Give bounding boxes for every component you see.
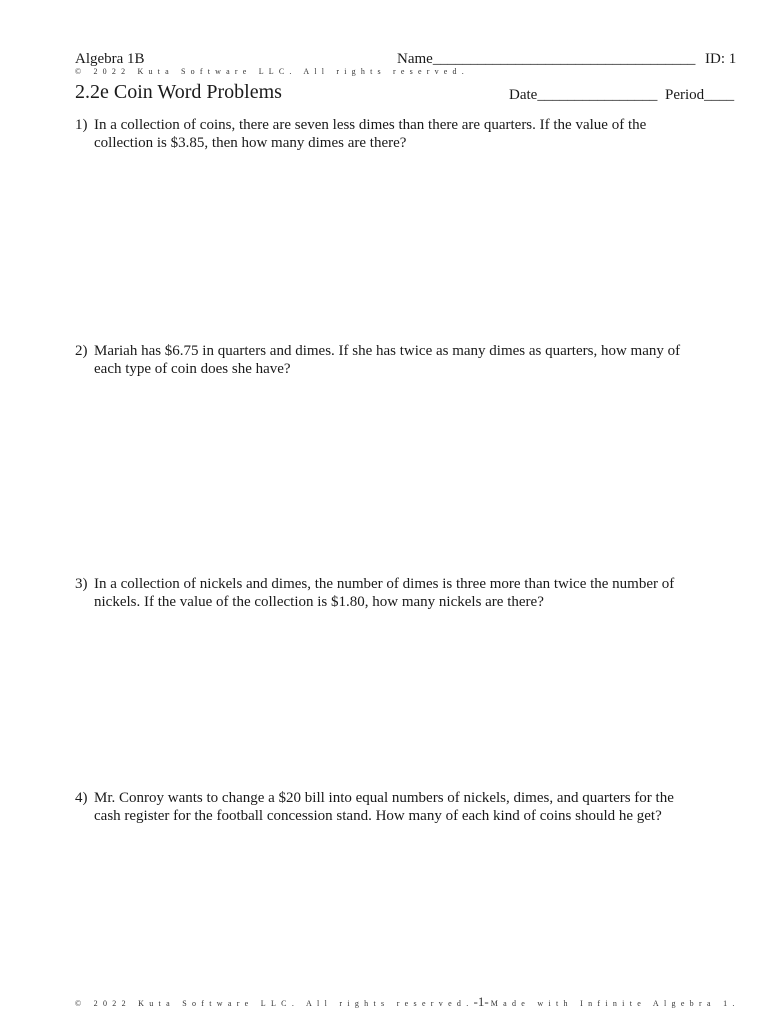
footer-made-with: Made with Infinite Algebra 1. <box>490 999 740 1008</box>
problem-text: Mariah has $6.75 in quarters and dimes. If she has twice as many dimes as quarters, how many of each type of coin does she have? <box>94 343 681 377</box>
name-field-label: Name___________________________________ <box>397 51 696 67</box>
problem-text: In a collection of nickels and dimes, the number of dimes is three more than twice the number of nickels. If the value of the collection is $1.80, how many nickels are there? <box>94 576 675 610</box>
problem-text: In a collection of coins, there are seven less dimes than there are quarters. If the value of the collection is $3.85, then how many dimes are there? <box>94 117 647 151</box>
problem-1 <box>75 116 695 152</box>
problem-number: 1) <box>75 117 88 133</box>
page-number: -1- <box>473 994 489 1009</box>
problem-3 <box>75 575 695 611</box>
problem-text: Mr. Conroy wants to change a $20 bill into equal numbers of nickels, dimes, and quarters for the cash register for the football concession stand. How many of each kind of coins should he get? <box>94 790 674 824</box>
footer-copyright: © 2022 Kuta Software LLC. All rights reserved. <box>75 999 474 1008</box>
problem-number: 2) <box>75 343 88 359</box>
problem-4 <box>75 789 695 825</box>
id-label: ID: 1 <box>705 51 737 67</box>
copyright-notice-top: © 2022 Kuta Software LLC. All rights reserved. <box>75 67 469 76</box>
period-field-label: Period____ <box>665 87 735 103</box>
date-field-label: Date________________ <box>509 87 658 103</box>
problem-number: 4) <box>75 790 88 806</box>
page-footer <box>75 994 740 1010</box>
problem-2 <box>75 342 695 378</box>
problem-number: 3) <box>75 576 88 592</box>
worksheet-title: 2.2e Coin Word Problems <box>75 81 282 103</box>
course-label: Algebra 1B <box>75 51 145 67</box>
